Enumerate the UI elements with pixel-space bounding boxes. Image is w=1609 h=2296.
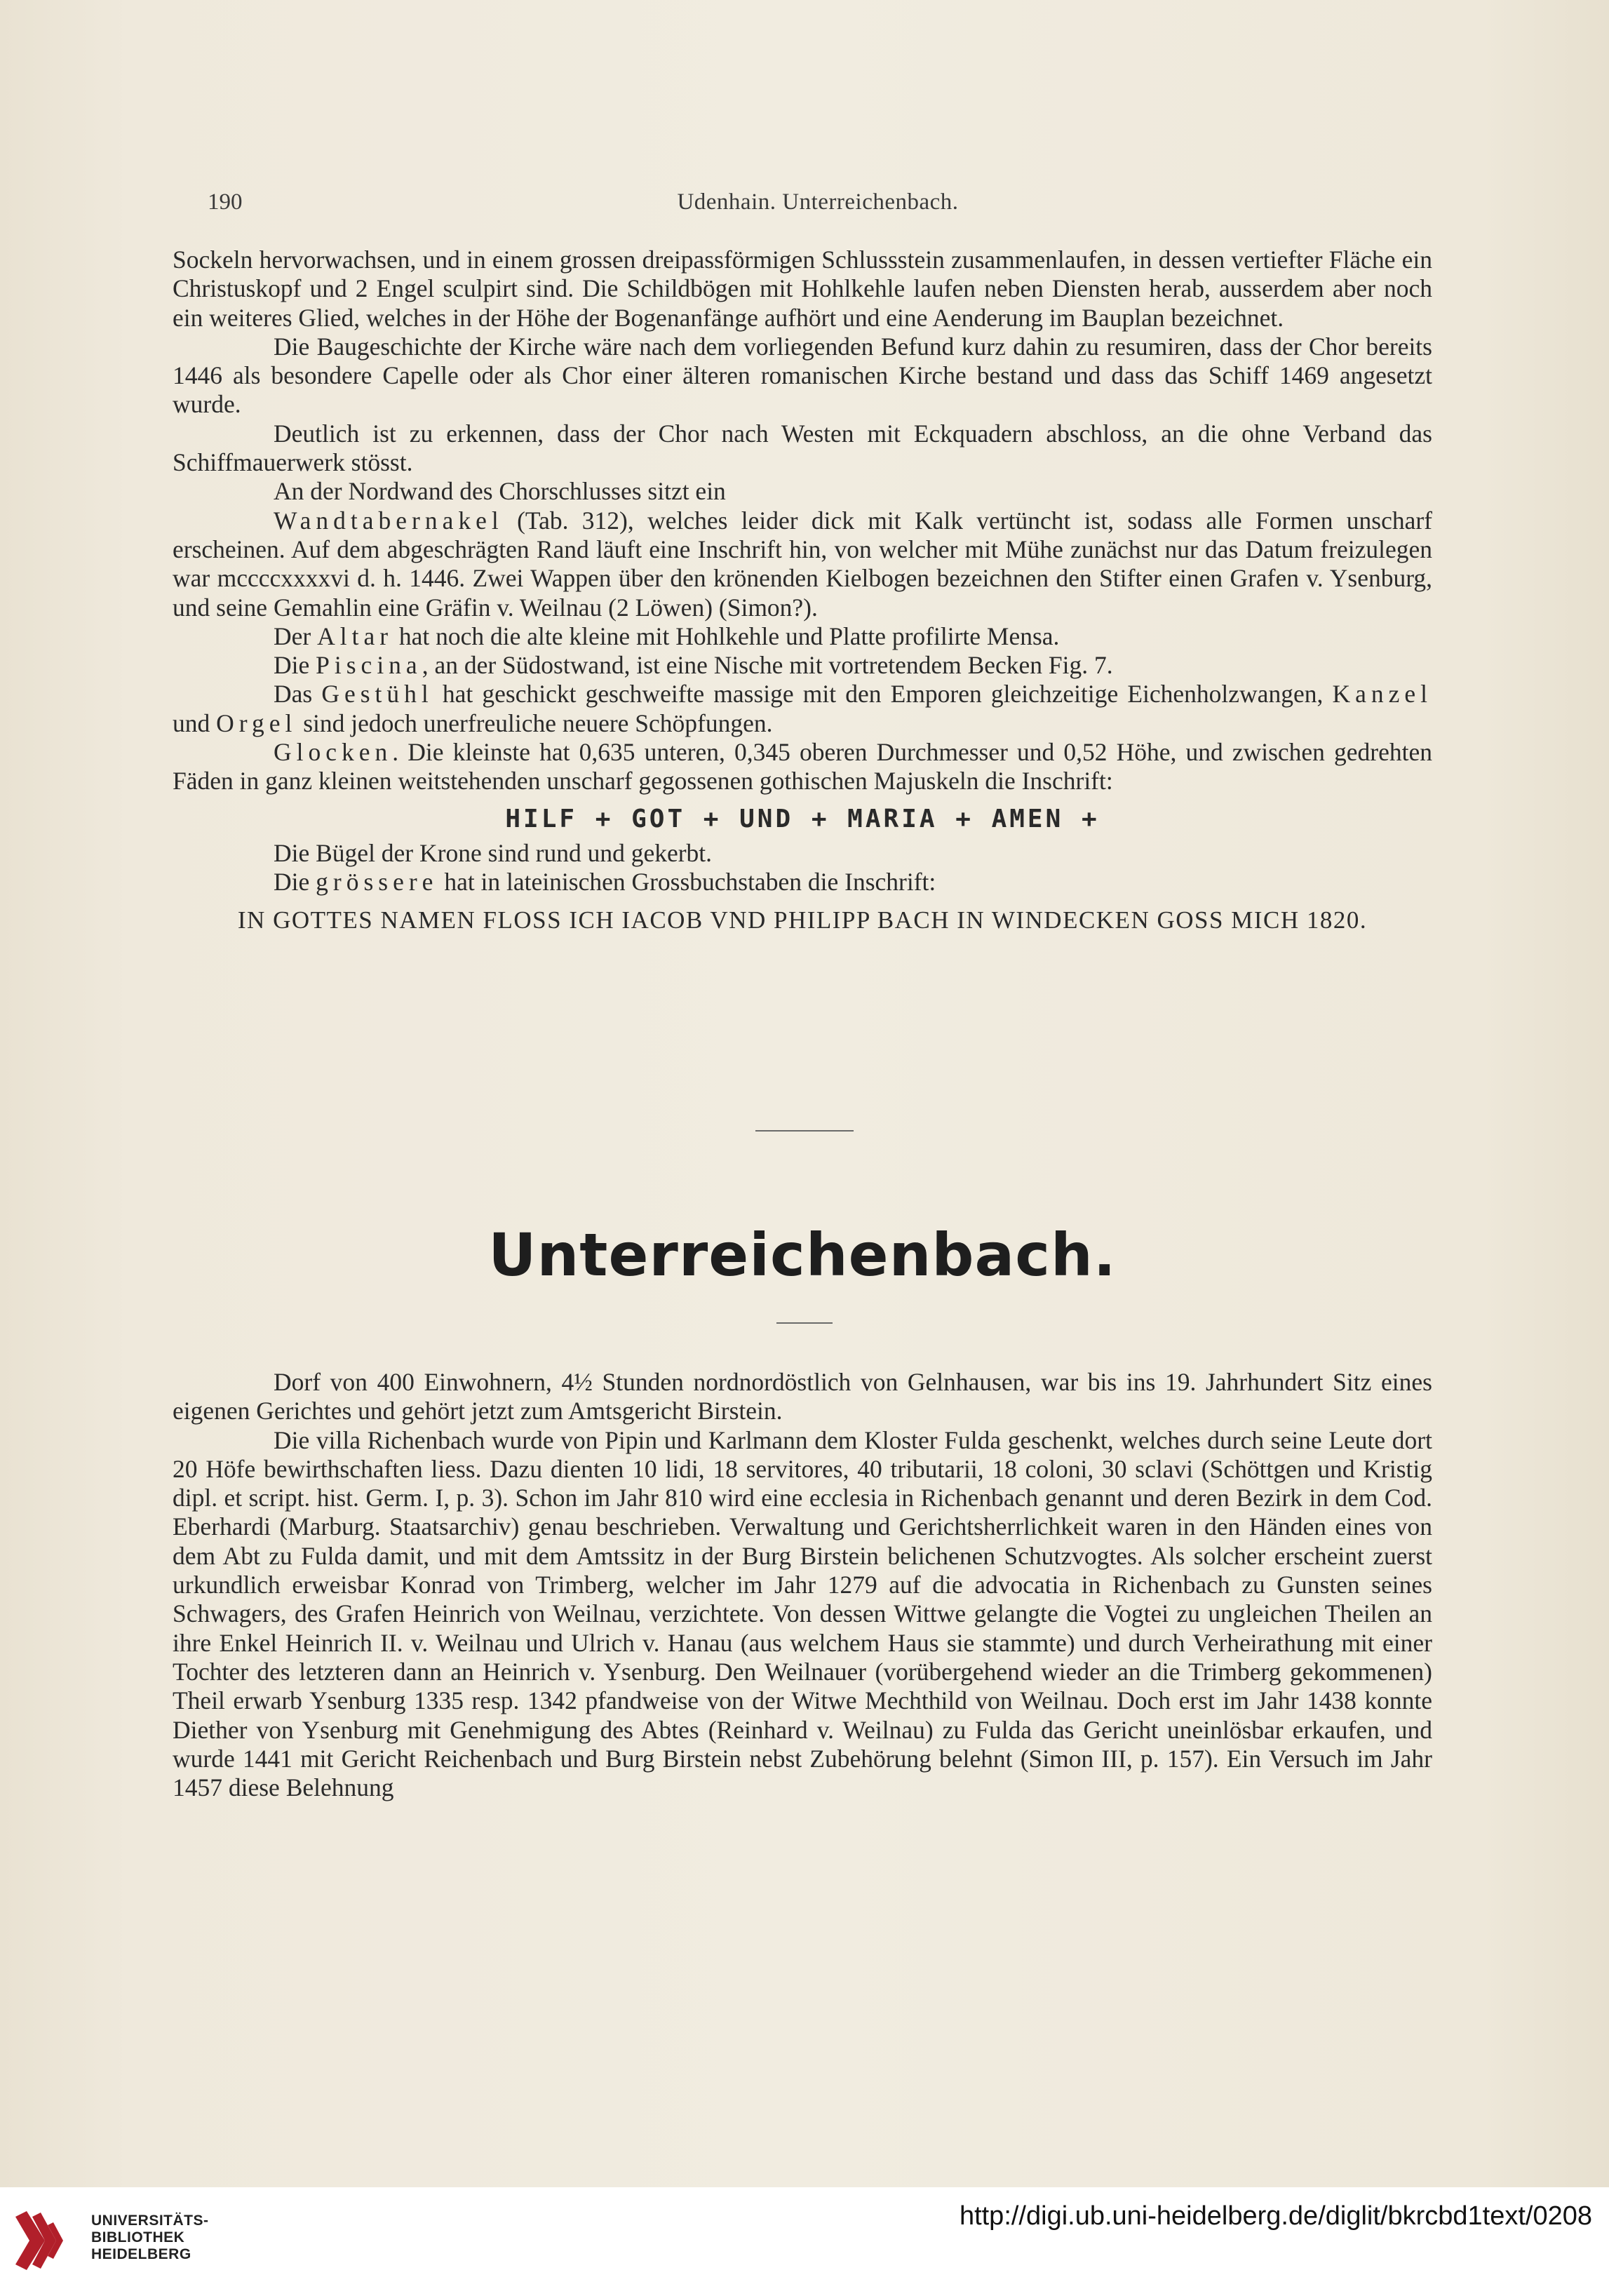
spaced-term: Wandtabernakel <box>274 506 504 535</box>
paragraph-lead: Die <box>274 868 316 897</box>
paragraph-gestuehl <box>173 680 1432 738</box>
paragraph-text: hat geschickt geschweifte massige mit den Emporen gleichzeitige Eichenholzwangen, <box>433 680 1324 709</box>
bell-inscription-large: IN GOTTES NAMEN FLOSS ICH IACOB VND PHILIPP BACH IN WINDECKEN GOSS MICH 1820. <box>237 906 1368 934</box>
spaced-term: grössere <box>316 868 438 897</box>
institution-line: BIBLIOTHEK <box>91 2229 185 2245</box>
spaced-term: Altar <box>317 622 393 650</box>
spaced-term: Glocken <box>274 738 393 767</box>
title-underline <box>776 1322 833 1324</box>
paragraph-groessere <box>173 868 1432 897</box>
paragraph: Dorf von 400 Einwohnern, 4½ Stunden nordnordöstlich von Gelnhausen, war bis ins 19. Jahrhundert Sitz eines eigenen Gerichtes und gehört jetzt zum Amtsgericht Birstein. <box>173 1368 1432 1425</box>
page-header <box>208 189 1428 224</box>
spaced-term: Orgel <box>216 709 297 737</box>
paragraph: Die Bügel der Krone sind rund und gekerbt. <box>274 838 713 867</box>
paragraph-text: (Tab. 312), welches leider dick mit Kalk vertüncht ist, sodass alle Formen unscharf erscheinen. Auf dem abgeschrägten Rand läuft eine Inschrift hin, von welcher mit Mühe zunächst nur das Datum freizulegen war mccccxxxxvi d. h. 1446. Zwei Wappen über den krönenden Kielbogen bezeichnen den Stifter einen Grafen v. Ysenburg, und seine Gemahlin eine Gräfin v. Weilnau (2 Löwen) (Simon?). <box>173 506 1432 622</box>
paragraph: An der Nordwand des Chorschlusses sitzt ein <box>274 477 726 506</box>
section-text-top <box>173 246 1432 934</box>
page-number: 190 <box>208 189 243 215</box>
bell-inscription-small: HILF + GOT + UND + MARIA + AMEN + <box>505 804 1100 833</box>
running-title: Udenhain. Unterreichenbach. <box>677 189 959 215</box>
paragraph-lead: Der <box>274 622 318 650</box>
section-divider <box>755 1130 854 1132</box>
paragraph-text: hat noch die alte kleine mit Hohlkehle und Platte profilirte Mensa. <box>393 622 1060 650</box>
digitization-footer <box>0 2187 1609 2296</box>
section-title: Unterreichenbach. <box>488 1221 1117 1289</box>
paragraph: Die villa Richenbach wurde von Pipin und Karlmann dem Kloster Fulda geschenkt, welches durch seine Leute dort 20 Höfe bewirthschaften liess. Dazu dienten 10 lidi, 18 servitores, 40 tributarii, 18 coloni, 30 sclavi (Schöttgen und Kristig dipl. et script. hist. Germ. I, p. 3). Schon im Jahr 810 wird eine ecclesia in Richenbach genannt und deren Bezirk in dem Cod. Eberhardi (Marburg. Staatsarchiv) genau beschrieben. Verwaltung und Gerichtsherrlichkeit waren in den Händen eines von dem Abt zu Fulda damit, und mit dem Amtssitz in der Burg Birstein belichenen Schutzvogtes. Als solcher erscheint zuerst urkundlich erweisbar Konrad von Trimberg, welcher im Jahr 1279 auf die advocatia in Richenbach zu Gunsten seines Schwagers, des Grafen Heinrich von Weilnau, verzichtete. Von dessen Wittwe gelangte die Vogtei zu ungleichen Theilen an ihre Enkel Heinrich II. v. Weilnau und Ulrich v. Hanau (aus welchem Haus sie stammte) und durch Verheirathung mit einer Tochter des letzteren dann an Heinrich v. Ysenburg. Den Weilnauer (vorübergehend wieder an die Trimberg gekommenen) Theil erwarb Ysenburg 1335 resp. 1342 pfandweise von der Witwe Mechthild von Weilnau. Doch erst im Jahr 1438 konnte Diether von Ysenburg mit Genehmigung des Abtes (Reinhard v. Weilnau) zu Fulda das Gericht uneinlösbar erkaufen, und wurde 1441 mit Gericht Reichenbach und Burg Birstein nebst Zubehörung belehnt (Simon III, p. 157). Ein Versuch im Jahr 1457 diese Belehnung <box>173 1425 1432 1802</box>
paragraph-lead: Die <box>274 651 316 680</box>
institution-name <box>91 2213 209 2263</box>
paragraph: Die Baugeschichte der Kirche wäre nach dem vorliegenden Befund kurz dahin zu resumiren, dass der Chor bereits 1446 als besondere Capelle oder als Chor einer älteren romanischen Kirche bestand und dass das Schiff 1469 angesetzt wurde. <box>173 332 1432 419</box>
paragraph-text: hat in lateinischen Grossbuchstaben die Inschrift: <box>438 868 936 897</box>
paragraph: Sockeln hervorwachsen, und in einem grossen dreipassförmigen Schlussstein zusammenlaufen, in dessen vertiefter Fläche ein Christuskopf und 2 Engel sculpirt sind. Die Schildbögen mit Hohlkehle laufen neben Diensten herab, ausserdem aber noch ein weiteres Glied, welches in der Höhe der Bogenanfänge aufhört und eine Aenderung im Bauplan bezeichnet. <box>173 246 1432 332</box>
paragraph-text: . Die kleinste hat 0,635 unteren, 0,345 oberen Durchmesser und 0,52 Höhe, und zwischen gedrehten Fäden in ganz kleinen weitstehenden unscharf gegossenen gothischen Majuskeln die Inschrift: <box>173 738 1432 795</box>
paragraph-lead: Das <box>274 680 322 709</box>
paragraph: Deutlich ist zu erkennen, dass der Chor nach Westen mit Eckquadern abschloss, an die ohne Verband das Schiffmauerwerk stösst. <box>173 419 1432 477</box>
institution-line: HEIDELBERG <box>91 2246 191 2262</box>
spaced-term: Piscina <box>316 651 422 680</box>
permalink[interactable]: http://digi.ub.uni-heidelberg.de/diglit/bkrcbd1text/0208 <box>959 2201 1592 2231</box>
institution-line: UNIVERSITÄTS- <box>91 2213 209 2229</box>
university-library-logo-icon <box>13 2210 83 2271</box>
spaced-term: Gestühl <box>321 680 433 709</box>
paragraph-glocken <box>173 738 1432 796</box>
spaced-term: Kanzel <box>1332 680 1432 709</box>
paragraph-text: , an der Südostwand, ist eine Nische mit vortretendem Becken Fig. 7. <box>422 651 1113 680</box>
paragraph-text: sind jedoch unerfreuliche neuere Schöpfungen. <box>297 709 773 737</box>
paragraph-wandtabernakel <box>173 506 1432 622</box>
paragraph-altar <box>173 622 1432 651</box>
section-text-bottom <box>173 1368 1432 1802</box>
paragraph-text: und <box>173 709 217 737</box>
paragraph-piscina <box>173 651 1432 680</box>
